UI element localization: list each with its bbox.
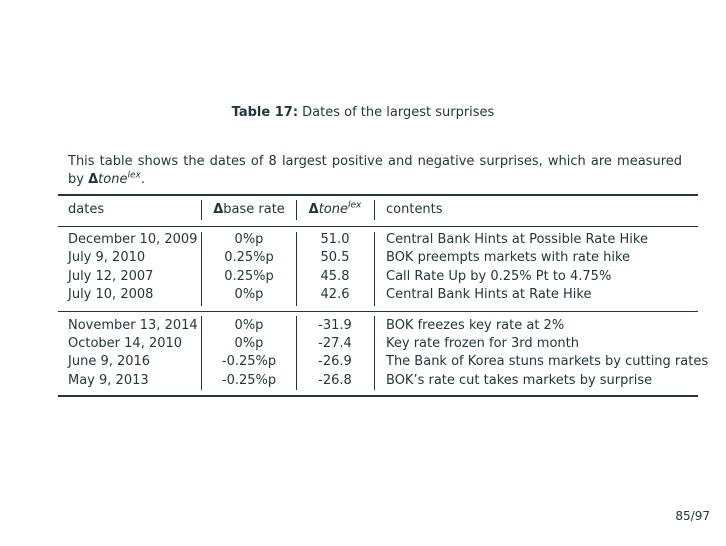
cell-base-rate: -0.25%p [221, 373, 277, 388]
cell-tone: -31.9 [318, 318, 352, 333]
header-dates: dates [68, 202, 105, 217]
cell-tone: -26.8 [318, 373, 352, 388]
cell-date: December 10, 2009 [68, 232, 198, 247]
caption-text: Dates of the largest surprises [302, 105, 495, 120]
note-tone-sup: lex [127, 170, 141, 181]
cell-contents: Call Rate Up by 0.25% Pt to 4.75% [386, 269, 612, 284]
column-separator [296, 316, 297, 390]
table-header-rule [58, 226, 698, 227]
note-tone-word: tone [98, 172, 128, 187]
cell-base-rate: -0.25%p [221, 354, 277, 369]
cell-contents: BOK’s rate cut takes markets by surprise [386, 373, 653, 388]
cell-base-rate: 0%p [234, 232, 264, 247]
cell-contents: BOK preempts markets with rate hike [386, 250, 631, 265]
header-contents: contents [386, 202, 443, 217]
header-delta-symbol: Δ [308, 202, 319, 217]
note-delta-symbol: Δ [88, 172, 99, 187]
header-tone-label: tone [318, 202, 348, 217]
cell-date: October 14, 2010 [68, 336, 183, 351]
page-number: 85/97 [675, 509, 710, 523]
cell-tone: 50.5 [320, 250, 350, 265]
cell-tone: 51.0 [320, 232, 350, 247]
table-note [68, 153, 682, 189]
header-base-rate-label: base rate [223, 202, 285, 217]
header-tone [298, 201, 372, 219]
cell-tone: 45.8 [320, 269, 350, 284]
column-separator [374, 232, 375, 306]
column-separator [201, 232, 202, 306]
column-separator [201, 200, 202, 220]
note-text: This table shows the dates of 8 largest positive and negative surprises, which are measured by [68, 154, 682, 187]
column-separator [374, 200, 375, 220]
column-separator [296, 232, 297, 306]
table-top-rule [58, 194, 698, 196]
cell-date: November 13, 2014 [68, 318, 198, 333]
cell-contents: BOK freezes key rate at 2% [386, 318, 565, 333]
cell-date: July 12, 2007 [68, 269, 154, 284]
cell-base-rate: 0%p [234, 336, 264, 351]
cell-date: July 9, 2010 [68, 250, 146, 265]
caption-label: Table 17: [231, 105, 299, 120]
table-caption [0, 105, 726, 120]
column-separator [296, 200, 297, 220]
cell-date: May 9, 2013 [68, 373, 149, 388]
header-delta-symbol: Δ [213, 202, 224, 217]
cell-date: July 10, 2008 [68, 287, 154, 302]
column-separator [374, 316, 375, 390]
cell-contents: The Bank of Korea stuns markets by cutting rates [386, 354, 709, 369]
cell-base-rate: 0%p [234, 318, 264, 333]
cell-base-rate: 0.25%p [224, 250, 274, 265]
cell-contents: Central Bank Hints at Rate Hike [386, 287, 592, 302]
cell-contents: Key rate frozen for 3rd month [386, 336, 579, 351]
cell-contents: Central Bank Hints at Possible Rate Hike [386, 232, 648, 247]
cell-date: June 9, 2016 [68, 354, 151, 369]
column-separator [201, 316, 202, 390]
header-base-rate [205, 201, 293, 219]
cell-tone: -27.4 [318, 336, 352, 351]
table-bottom-rule [58, 395, 698, 397]
table-group-rule [58, 311, 698, 312]
cell-tone: -26.9 [318, 354, 352, 369]
cell-base-rate: 0%p [234, 287, 264, 302]
cell-base-rate: 0.25%p [224, 269, 274, 284]
header-tone-sup: lex [347, 200, 362, 211]
cell-tone: 42.6 [320, 287, 350, 302]
note-period: . [140, 172, 145, 187]
